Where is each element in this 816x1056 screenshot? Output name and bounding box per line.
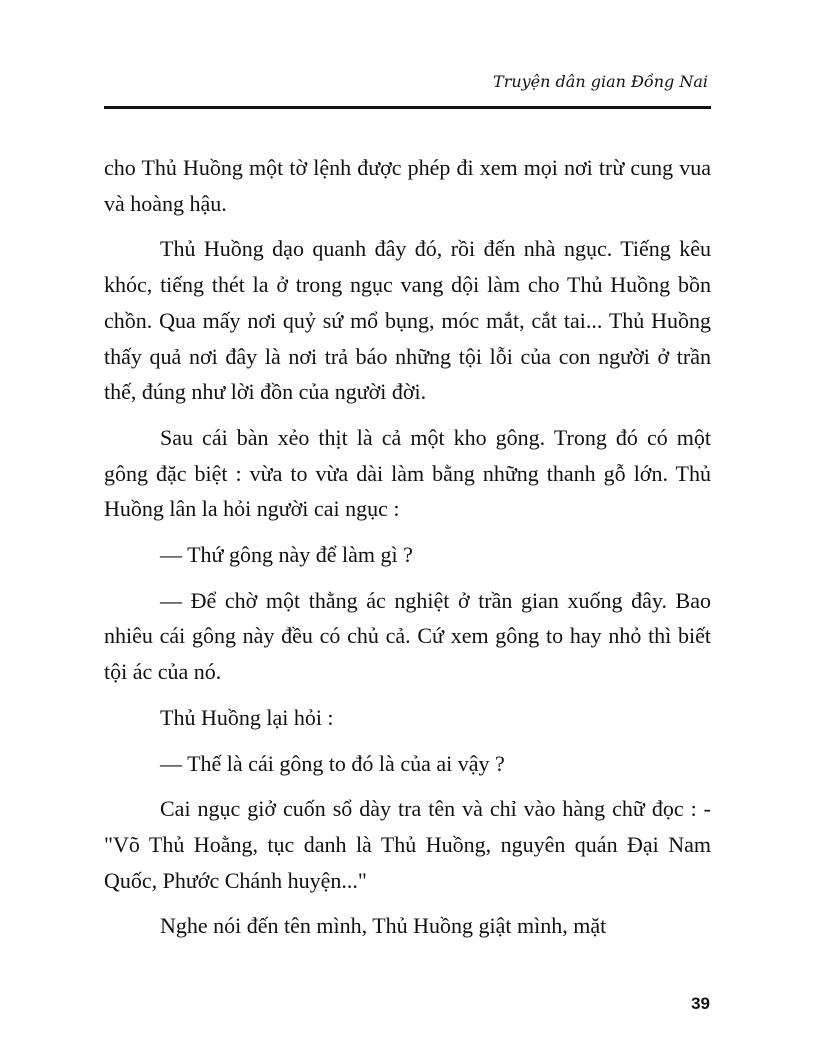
body-text [104,150,711,944]
running-header: Truyện dân gian Đồng Nai [493,72,708,91]
paragraph: Thủ Huồng dạo quanh đây đó, rồi đến nhà ngục. Tiếng kêu khóc, tiếng thét la ở trong ngục vang dội làm cho Thủ Huồng bồn chồn. Qua mấy nơi quỷ sứ mổ bụng, móc mắt, cắt tai... Thủ Huồng thấy quả nơi đây là nơi trả báo những tội lỗi của con người ở trần thế, đúng như lời đồn của người đời. [104,236,711,405]
header-rule [104,106,711,109]
paragraph: Cai ngục giở cuốn sổ dày tra tên và chỉ vào hàng chữ đọc : - "Võ Thủ Hoằng, tục danh là Thủ Huồng, nguyên quán Đại Nam Quốc, Phước Chánh huyện..." [104,796,711,893]
dialogue-line: — Để chờ một thằng ác nghiệt ở trần gian xuống đây. Bao nhiêu cái gông này đều có chủ cả. Cứ xem gông to hay nhỏ thì biết tội ác của nó. [104,587,711,685]
paragraph: Thủ Huồng lại hỏi : [160,704,334,730]
paragraph: Nghe nói đến tên mình, Thủ Huồng giật mình, mặt [160,913,607,939]
paragraph: Sau cái bàn xẻo thịt là cả một kho gông. Trong đó có một gông đặc biệt : vừa to vừa dài làm bằng những thanh gỗ lớn. Thủ Huồng lân la hỏi người cai ngục : [104,424,711,522]
dialogue-line: — Thế là cái gông to đó là của ai vậy ? [160,750,505,776]
dialogue-line: — Thứ gông này để làm gì ? [160,542,413,568]
paragraph: cho Thủ Huồng một tờ lệnh được phép đi xem mọi nơi trừ cung vua và hoàng hậu. [104,155,711,216]
page-number: 39 [691,994,710,1013]
